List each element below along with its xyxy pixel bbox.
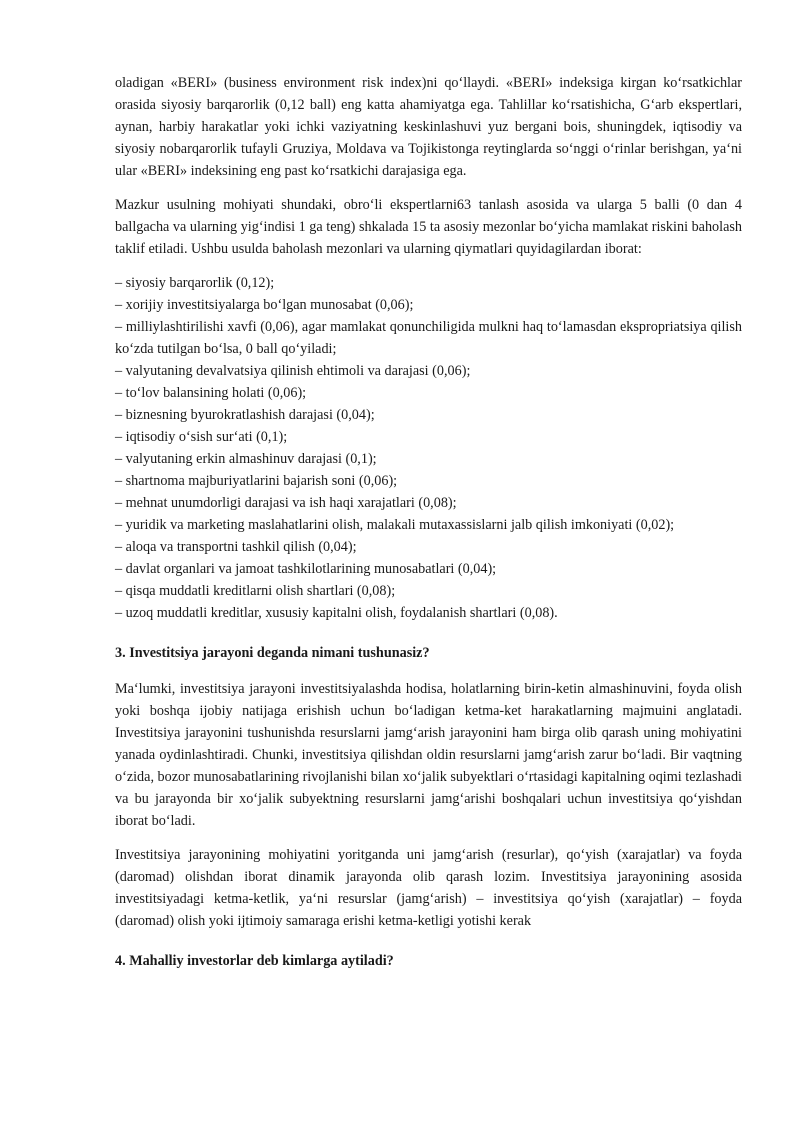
list-item: – milliylashtirilishi xavfi (0,06), agar mamlakat qonunchiligida mulkni haq to‘lamasdan ekspropriatsiya qilish ko‘zda tutilgan bo‘lsa, 0 ball qo‘yiladi; — [115, 319, 742, 357]
criteria-list — [115, 272, 742, 624]
paragraph-method-essence: Mazkur usulning mohiyati shundaki, obro‘li ekspertlarni63 tanlash asosida va ularga 5 balli (0 dan 4 ballgacha va ularning yig‘indisi 1 ga teng) shkalada 15 ta asosiy mezonlar bo‘yicha mamlakat riskini baholash taklif etiladi. Ushbu usulda baholash mezonlari va ularning qiymatlari quyidagilardan iborat: — [115, 197, 742, 257]
list-item: – to‘lov balansining holati (0,06); — [115, 385, 307, 401]
list-item: – valyutaning erkin almashinuv darajasi (0,1); — [115, 451, 377, 467]
list-item: – mehnat unumdorligi darajasi va ish haqi xarajatlari (0,08); — [115, 495, 457, 511]
document-page — [115, 72, 742, 986]
paragraph-investment-process: Ma‘lumki, investitsiya jarayoni investitsiyalashda hodisa, holatlarning birin-ketin almashinuvini, foyda olish yoki boshqa ijobiy natijaga erishish uchun bo‘ladigan ketma-ket harakatlarning majmuini anglatadi. Investitsiya jarayonini tushunishda resurslarni jamg‘arish jarayonini ham birga olib qarash uning mohiyatini yanada oydinlashtiradi. Chunki, investitsiya qilishdan oldin resurslarni jamg‘arish zarur bo‘ladi. Bir vaqtning o‘zida, bozor munosabatlarining rivojlanishi bilan xo‘jalik subyektlari o‘rtasidagi kapitalning oqimi tezlashadi va bu jarayonda bir xo‘jalik subyektning resurslarni jamg‘arishi boshqalari uchun investitsiya qo‘yishdan iborat bo‘ladi. — [115, 681, 742, 829]
list-item: – yuridik va marketing maslahatlarini olish, malakali mutaxassislarni jalb qilish imkoniyati (0,02); — [115, 517, 675, 533]
list-item: – biznesning byurokratlashish darajasi (0,04); — [115, 407, 375, 423]
list-item: – uzoq muddatli kreditlar, xususiy kapitalni olish, foydalanish shartlari (0,08). — [115, 605, 558, 621]
list-item: – iqtisodiy o‘sish sur‘ati (0,1); — [115, 429, 288, 445]
list-item: – shartnoma majburiyatlarini bajarish soni (0,06); — [115, 473, 398, 489]
list-item: – siyosiy barqarorlik (0,12); — [115, 275, 275, 291]
list-item: – valyutaning devalvatsiya qilinish ehtimoli va darajasi (0,06); — [115, 363, 471, 379]
list-item: – davlat organlari va jamoat tashkilotlarining munosabatlari (0,04); — [115, 561, 497, 577]
question-4-heading: 4. Mahalliy investorlar deb kimlarga aytiladi? — [115, 953, 394, 969]
list-item: – aloqa va transportni tashkil qilish (0,04); — [115, 539, 357, 555]
paragraph-investment-essence: Investitsiya jarayonining mohiyatini yoritganda uni jamg‘arish (resurlar), qo‘yish (xarajatlar) va foyda (daromad) olishdan iborat dinamik jarayonda olib qarash lozim. Investitsiya jarayonining asosida investitsiyadagi ketma-ketlik, ya‘ni resurslar (jamg‘arish) – investitsiya qo‘yish (xarajatlar) – foyda (daromad) olish yoki ijtimoiy samaraga erishi ketma-ketligi yotishi kerak — [115, 847, 742, 929]
list-item: – qisqa muddatli kreditlarni olish shartlari (0,08); — [115, 583, 396, 599]
paragraph-beri-index: oladigan «BERI» (business environment risk index)ni qo‘llaydi. «BERI» indeksiga kirgan ko‘rsatkichlar orasida siyosiy barqarorlik (0,12 ball) eng katta ahamiyatga ega. Tahlillar ko‘rsatishicha, G‘arb ekspertlari, aynan, harbiy harakatlar yoki ichki vaziyatning keskinlashuvi yuz bergani bois, shuningdek, iqtisodiy va siyosiy nobarqarorlik tufayli Gruziya, Moldava va Tojikistonga reytinglarda so‘nggi o‘rinlar berishgan, ya‘ni ular «BERI» indeksining eng past ko‘rsatkichi darajasiga ega. — [115, 75, 742, 179]
list-item: – xorijiy investitsiyalarga bo‘lgan munosabat (0,06); — [115, 297, 414, 313]
question-3-heading: 3. Investitsiya jarayoni deganda nimani tushunasiz? — [115, 645, 430, 661]
